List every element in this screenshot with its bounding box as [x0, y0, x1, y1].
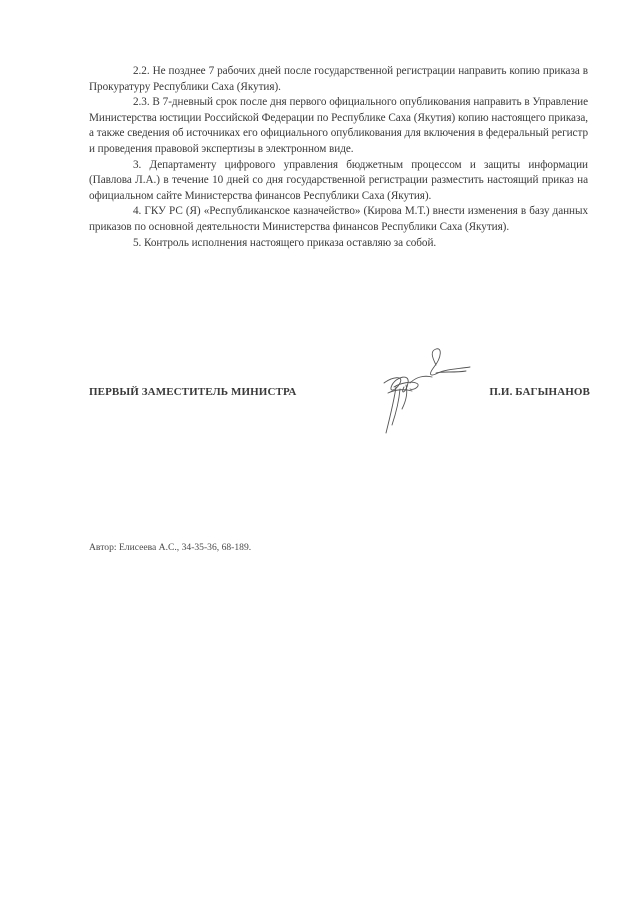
paragraph-2-3: 2.3. В 7-дневный срок после дня первого официального опубликования направить в Управление Министерства юстиции Российской Федерации по Республике Саха (Якутия) копию настоящего приказа, а также сведения об источниках его официального опубликования для включения в федеральный регистр и проведения правовой экспертизы в электронном виде.: [89, 96, 588, 155]
document-body: [89, 64, 588, 251]
author-note: Автор: Елисеева А.С., 34-35-36, 68-189.: [89, 542, 252, 553]
paragraph-3: 3. Департаменту цифрового управления бюджетным процессом и защиты информации (Павлова Л.А.) в течение 10 дней со дня государственной регистрации разместить настоящий приказ на официальном сайте Министерства финансов Республики Саха (Якутия).: [89, 158, 588, 202]
signatory-title: ПЕРВЫЙ ЗАМЕСТИТЕЛЬ МИНИСТРА: [89, 386, 297, 398]
signatory-name: П.И. БАГЫНАНОВ: [489, 386, 590, 398]
signature-block: [89, 386, 590, 406]
paragraph-2-2: 2.2. Не позднее 7 рабочих дней после государственной регистрации направить копию приказа в Прокуратуру Республики Саха (Якутия).: [89, 65, 588, 93]
paragraph-5: 5. Контроль исполнения настоящего приказа оставляю за собой.: [133, 236, 437, 249]
handwritten-signature: [370, 343, 476, 441]
paragraph-4: 4. ГКУ РС (Я) «Республиканское казначейство» (Кирова М.Т.) внести изменения в базу данных приказов по основной деятельности Министерства финансов Республики Саха (Якутия).: [89, 205, 588, 233]
